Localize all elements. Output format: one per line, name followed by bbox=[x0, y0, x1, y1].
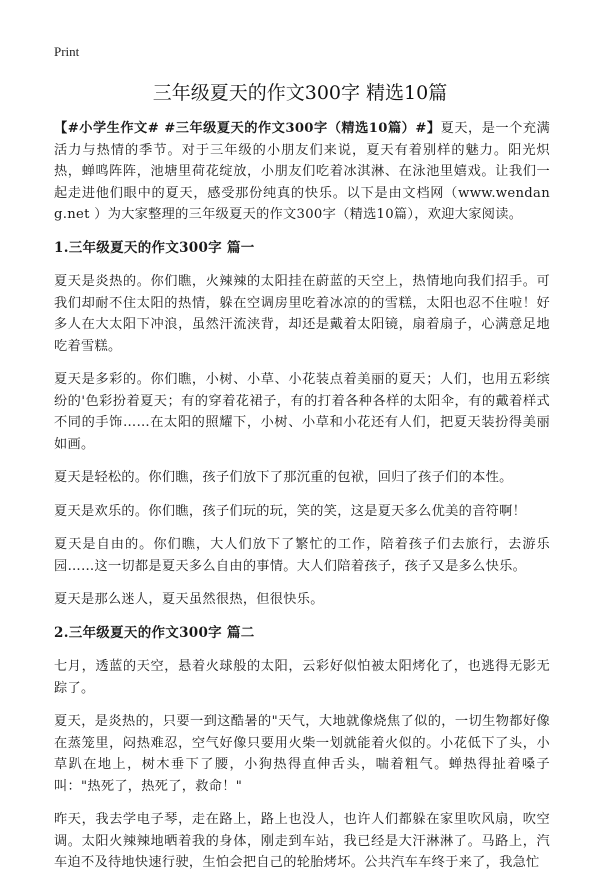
print-link[interactable]: Print bbox=[54, 44, 80, 59]
section-heading: 1.三年级夏天的作文300字 篇一 bbox=[54, 239, 255, 256]
section-paragraph: 昨天，我去学电子琴，走在路上，路上也没人，也许人们都躲在家里吹风扇，吹空调。太阳火辣辣地晒着我的身体，刚走到车站，我已经是大汗淋淋了。马路上，汽车迫不及待地快速行驶，生怕会把自己的轮胎烤坏。公共汽车车终于来了，我急忙 bbox=[54, 812, 550, 870]
section-heading: 2.三年级夏天的作文300字 篇二 bbox=[54, 624, 255, 641]
section-paragraph: 夏天是那么迷人，夏天虽然很热，但很快乐。 bbox=[54, 592, 324, 607]
section-paragraph: 夏天是炎热的。你们瞧，火辣辣的太阳挂在蔚蓝的天空上，热情地向我们招手。可我们却耐不住太阳的热情，躲在空调房里吃着冰凉的的雪糕，太阳也忍不住啦！好多人在大太阳下冲浪，虽然汗流浃背，却还是戴着太阳镜，扇着扇子，心满意足地吃着雪糕。 bbox=[54, 274, 550, 354]
section-paragraph: 夏天是轻松的。你们瞧，孩子们放下了那沉重的包袱，回归了孩子们的本性。 bbox=[54, 470, 513, 485]
intro-text: 夏天，是一个充满活力与热情的季节。对于三年级的小朋友们来说，夏天有着别样的魅力。阳光炽热，蝉鸣阵阵，池塘里荷花绽放，小朋友们吃着冰淇淋、在泳池里嬉戏。让我们一起走进他们眼中的夏天，感受那份纯真的快乐。以下是由文档网（www.wendang.net ）为大家整理的三年级夏天的作文300字（精选10篇），欢迎大家阅读。 bbox=[54, 121, 551, 222]
section-paragraph: 夏天是多彩的。你们瞧，小树、小草、小花装点着美丽的夏天；人们，也用五彩缤纷的'色彩扮着夏天；有的穿着花裙子，有的打着各种各样的太阳伞，有的戴着样式不同的手饰……在太阳的照耀下，小树、小草和小花还有人们，把夏天装扮得美丽如画。 bbox=[54, 372, 550, 452]
section-paragraph: 七月，透蓝的天空，悬着火球般的太阳，云彩好似怕被太阳烤化了，也逃得无影无踪了。 bbox=[54, 659, 550, 696]
intro-paragraph bbox=[54, 118, 550, 226]
section-paragraph: 夏天是自由的。你们瞧，大人们放下了繁忙的工作，陪着孩子们去旅行，去游乐园……这一切都是夏天多么自由的事情。大人们陪着孩子，孩子又是多么快乐。 bbox=[54, 537, 550, 574]
section-paragraph: 夏天是欢乐的。你们瞧，孩子们玩的玩，笑的笑，这是夏天多么优美的音符啊！ bbox=[54, 503, 527, 519]
section-paragraph: 夏天，是炎热的，只要一到这酷暑的"天气，大地就像烧焦了似的，一切生物都好像在蒸笼里，闷热难忍，空气好像只要用火柴一划就能着火似的。小花低下了头，小草趴在地上，树木垂下了腰，小狗热得直伸舌头，喘着粗气。蝉热得扯着嗓子叫："热死了，热死了，救命！" bbox=[54, 714, 550, 794]
article-body bbox=[54, 118, 550, 886]
page-title: 三年级夏天的作文300字 精选10篇 bbox=[152, 82, 448, 104]
intro-tag: 【#小学生作文# #三年级夏天的作文300字（精选10篇）#】 bbox=[54, 121, 441, 136]
